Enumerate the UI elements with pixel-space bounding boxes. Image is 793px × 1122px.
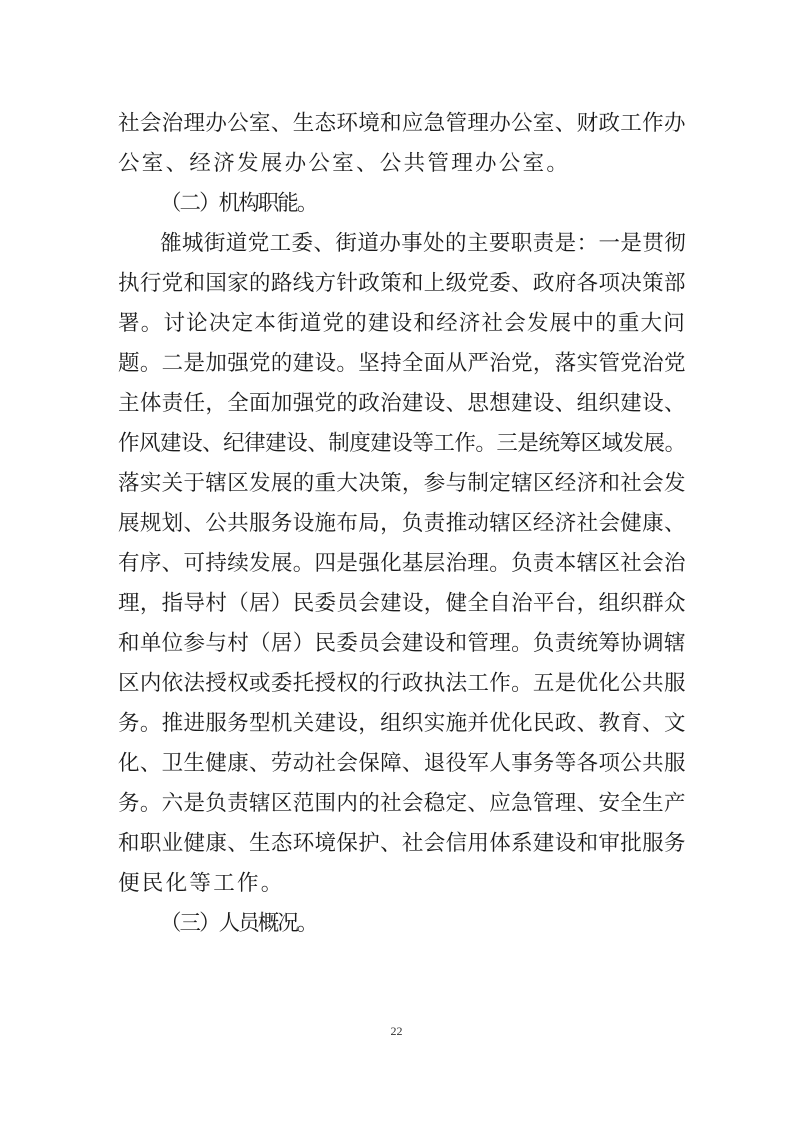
- page-number: 22: [390, 1024, 403, 1038]
- text-line-11: 展规划、公共服务设施布局，负责推动辖区经济社会健康、: [118, 511, 686, 536]
- text-line-13: 理，指导村（居）民委员会建设，健全自治平台，组织群众: [118, 591, 686, 616]
- text-line-2: 公室、经济发展办公室、公共管理办公室。: [118, 151, 571, 176]
- text-line-6: 署。讨论决定本街道党的建设和经济社会发展中的重大问: [118, 311, 687, 336]
- text-line-14: 和单位参与村（居）民委员会建设和管理。负责统筹协调辖: [118, 631, 686, 656]
- text-line-20: 便民化等工作。: [118, 871, 285, 896]
- text-line-4: 雒城街道党工委、街道办事处的主要职责是：一是贯彻: [160, 231, 687, 256]
- text-line-5: 执行党和国家的路线方针政策和上级党委、政府各项决策部: [118, 271, 686, 296]
- text-line-10: 落实关于辖区发展的重大决策，参与制定辖区经济和社会发: [118, 471, 686, 496]
- text-line-19: 和职业健康、生态环境保护、社会信用体系建设和审批服务: [118, 831, 686, 856]
- text-line-12: 有序、可持续发展。四是强化基层治理。负责本辖区社会治: [118, 551, 686, 576]
- text-line-9: 作风建设、纪律建设、制度建设等工作。三是统筹区域发展。: [118, 431, 686, 456]
- text-line-15: 区内依法授权或委托授权的行政执法工作。五是优化公共服: [118, 671, 686, 696]
- text-line-7: 题。二是加强党的建设。坚持全面从严治党，落实管党治党: [118, 351, 686, 376]
- section-heading-personnel: （三）人员概况。: [160, 911, 317, 936]
- text-line-17: 化、卫生健康、劳动社会保障、退役军人事务等各项公共服: [118, 751, 686, 776]
- text-line-18: 务。六是负责辖区范围内的社会稳定、应急管理、安全生产: [118, 791, 686, 816]
- text-line-16: 务。推进服务型机关建设，组织实施并优化民政、教育、文: [118, 711, 686, 736]
- text-line-8: 主体责任，全面加强党的政治建设、思想建设、组织建设、: [118, 391, 686, 416]
- section-heading-functions: （二）机构职能。: [160, 191, 317, 216]
- text-line-1: 社会治理办公室、生态环境和应急管理办公室、财政工作办: [118, 111, 686, 136]
